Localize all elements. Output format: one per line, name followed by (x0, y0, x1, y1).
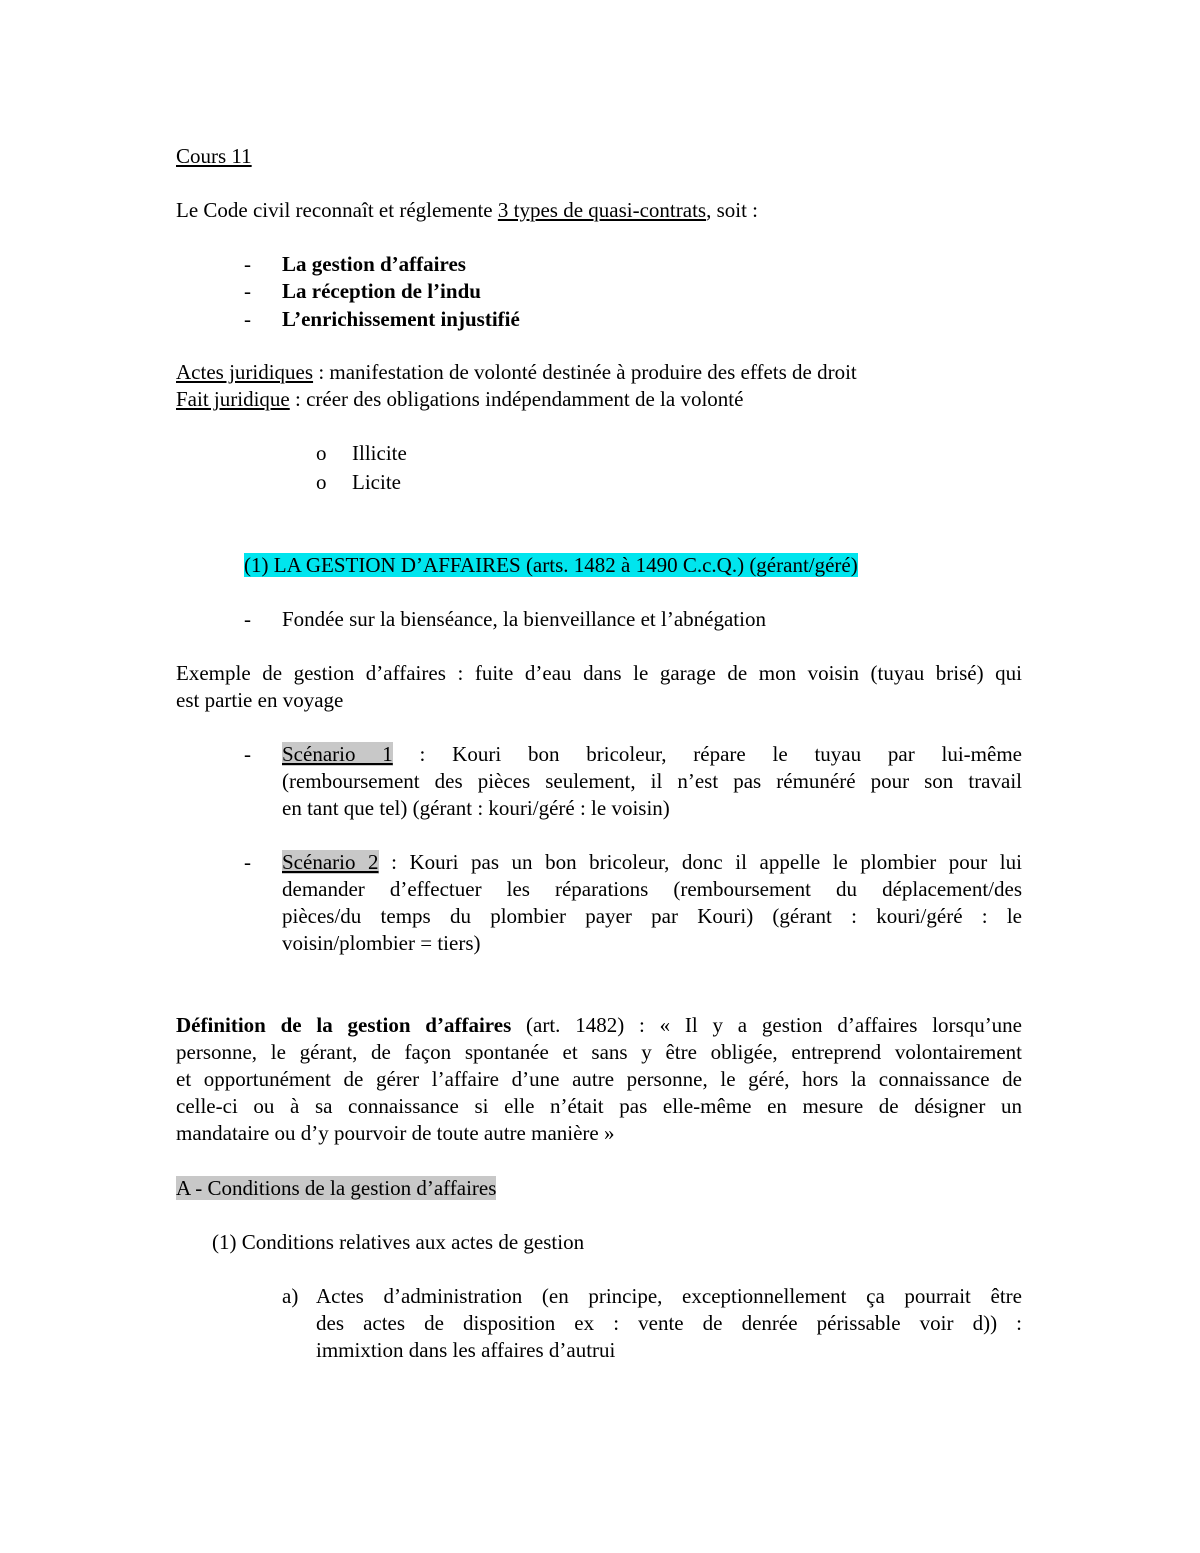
fait-juridique-definition (176, 386, 743, 413)
paragraph-line (282, 849, 1022, 876)
paragraph-line: mandataire ou d’y pourvoir de toute autre manière » (176, 1121, 615, 1145)
paragraph-line: des actes de disposition ex : vente de denrée périssable voir d)) : (316, 1311, 1022, 1335)
item-marker: a) (282, 1284, 299, 1308)
paragraph-line: Exemple de gestion d’affaires : fuite d’eau dans le garage de mon voisin (tuyau brisé) qui (176, 661, 1022, 685)
highlighted-heading: (1) LA GESTION D’AFFAIRES (arts. 1482 à 1490 C.c.Q.) (gérant/géré) (244, 553, 858, 577)
scenario-label: Scénario 2 (282, 850, 379, 874)
dash-bullet: - (244, 307, 251, 331)
circle-bullet: o (316, 470, 327, 494)
circle-bullet: o (316, 441, 327, 465)
dash-bullet: - (244, 742, 251, 766)
dash-bullet: - (244, 607, 251, 631)
intro-text-post: , soit : (706, 198, 759, 222)
list-item-label: La gestion d’affaires (282, 252, 466, 276)
line-text: : Kouri pas un bon bricoleur, donc il appelle le plombier pour lui (378, 850, 1022, 874)
intro-underlined-phrase: 3 types de quasi-contrats (497, 198, 707, 222)
definition: : manifestation de volonté destinée à produire des effets de droit (313, 360, 857, 384)
paragraph-line (282, 741, 1022, 768)
paragraph-line: celle-ci ou à sa connaissance si elle n’était pas elle-même en mesure de désigner un (176, 1094, 1022, 1118)
list-item-label: L’enrichissement injustifié (282, 307, 520, 331)
dash-bullet: - (244, 252, 251, 276)
definition-term: Définition de la gestion d’affaires (176, 1013, 512, 1037)
line-text: : Kouri bon bricoleur, répare le tuyau par lui-même (392, 742, 1022, 766)
subsection-heading: (1) Conditions relatives aux actes de gestion (212, 1230, 585, 1254)
paragraph-line: (remboursement des pièces seulement, il n’est pas rémunéré pour son travail (282, 769, 1022, 793)
paragraph-line: est partie en voyage (176, 688, 344, 712)
paragraph-line: pièces/du temps du plombier payer par Kouri) (gérant : kouri/géré : le (282, 904, 1022, 928)
paragraph-line: en tant que tel) (gérant : kouri/géré : le voisin) (282, 796, 670, 820)
line-text: (art. 1482) : « Il y a gestion d’affaires lorsqu’une (511, 1013, 1023, 1037)
definition: : créer des obligations indépendamment de la volonté (289, 387, 744, 411)
actes-juridiques-definition (176, 359, 857, 386)
paragraph-line: voisin/plombier = tiers) (282, 931, 481, 955)
highlighted-heading: A - Conditions de la gestion d’affaires (176, 1176, 497, 1200)
section-heading-gestion-affaires (244, 552, 858, 579)
scenario-label: Scénario 1 (282, 742, 393, 766)
dash-bullet: - (244, 279, 251, 303)
list-item-label: Fondée sur la bienséance, la bienveillance et l’abnégation (282, 607, 766, 631)
term: Actes juridiques (176, 360, 314, 384)
paragraph-line: personne, le gérant, de façon spontanée et sans y être obligée, entreprend volontairement (176, 1040, 1022, 1064)
term: Fait juridique (176, 387, 290, 411)
dash-bullet: - (244, 850, 251, 874)
paragraph-line: et opportunément de gérer l’affaire d’une autre personne, le géré, hors la connaissance de (176, 1067, 1022, 1091)
paragraph-line: immixtion dans les affaires d’autrui (316, 1338, 616, 1362)
list-item-label: Licite (352, 470, 401, 494)
paragraph-line (176, 1012, 1022, 1039)
paragraph-line: Actes d’administration (en principe, exceptionnellement ça pourrait être (316, 1284, 1022, 1308)
paragraph-line: demander d’effectuer les réparations (remboursement du déplacement/des (282, 877, 1022, 901)
intro-paragraph (176, 197, 758, 224)
list-item-label: Illicite (352, 441, 407, 465)
section-heading-conditions (176, 1175, 496, 1202)
list-item-label: La réception de l’indu (282, 279, 481, 303)
intro-text-pre: Le Code civil reconnaît et réglemente (176, 198, 498, 222)
page-title: Cours 11 (176, 144, 252, 168)
